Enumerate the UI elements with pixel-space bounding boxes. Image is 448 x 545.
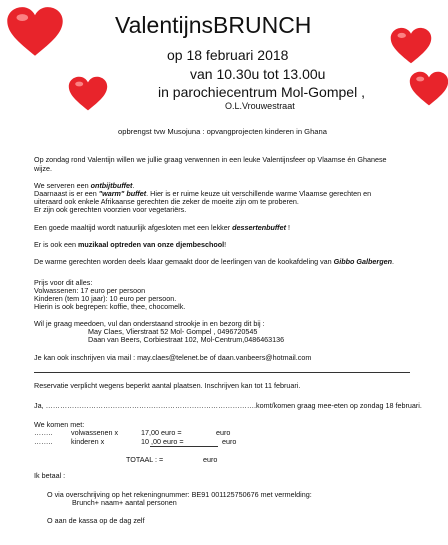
text: Daarnaast is er een xyxy=(34,189,99,198)
adults-price: 17,00 euro = xyxy=(141,428,182,437)
buffet-line-4: Er zijn ook gerechten voorzien voor vegetariërs. xyxy=(34,205,187,214)
prices-heading: Prijs voor dit alles: xyxy=(34,278,93,287)
buffet-line-3: uiteraard ook enkele Afrikaanse gerechten die zeker de moeite zijn om te proberen. xyxy=(34,197,299,206)
text: komt/komen graag mee-eten op zondag 18 februari. xyxy=(256,401,422,410)
intro-line-2: wijze. xyxy=(34,164,52,173)
kids-row xyxy=(34,437,52,446)
event-date: op 18 februari 2018 xyxy=(167,47,289,63)
event-time: van 10.30u tot 13.00u xyxy=(190,66,326,82)
pay-option-transfer[interactable]: O via overschrijving op het rekeningnummer: BE91 001125750676 met vermelding: xyxy=(47,490,312,499)
contact-2: Daan van Beers, Corbiestraat 102, Mol-Centrum,0486463136 xyxy=(88,335,285,344)
contact-1: May Claes, Vlierstraat 52 Mol- Gompel , 0496720545 xyxy=(88,327,258,336)
adults-row xyxy=(34,428,52,437)
text: muzikaal optreden van onze djembeschool xyxy=(77,240,225,249)
prices-kids: Kinderen (tem 10 jaar): 10 euro per persoon. xyxy=(34,294,177,303)
pay-option-cash[interactable]: O aan de kassa op de dag zelf xyxy=(47,516,145,525)
intro-line-1: Op zondag rond Valentijn willen we jullie graag verwennen in een leuke Valentijnsfeer op Vlaamse én Ghanese xyxy=(34,155,387,164)
text: dessertenbuffet xyxy=(232,223,286,232)
text: Er is ook een xyxy=(34,240,78,249)
reservation-line: Reservatie verplicht wegens beperkt aantal plaatsen. Inschrijven kan tot 11 februari. xyxy=(34,381,301,390)
page-title: ValentijnsBRUNCH xyxy=(115,12,312,38)
text: . xyxy=(391,257,394,266)
heart-icon xyxy=(409,71,448,107)
pay-heading: Ik betaal : xyxy=(34,471,66,480)
text: Gibbo Galbergen xyxy=(333,257,392,266)
text: ! xyxy=(224,240,227,249)
register-line: Wil je graag meedoen, vul dan onderstaand strookje in en bezorg dit bij : xyxy=(34,319,265,328)
ja-line xyxy=(34,401,422,410)
text: We serveren een xyxy=(34,181,91,190)
we-come-heading: We komen met: xyxy=(34,420,85,429)
heart-icon xyxy=(6,6,64,58)
kids-count-field[interactable]: …….. xyxy=(34,437,53,446)
text: . xyxy=(132,181,135,190)
kids-unit: euro xyxy=(222,437,237,446)
proceeds-line: opbrengst tvw Musojuna : opvangprojecten kinderen in Ghana xyxy=(118,127,327,136)
adults-label: volwassenen x xyxy=(71,428,119,437)
text: "warm" buffet xyxy=(98,189,147,198)
total-label: TOTAAL : = xyxy=(126,455,164,464)
text: . Hier is er ruime keuze uit verschillende warme Vlaamse gerechten en xyxy=(146,189,372,198)
heart-icon xyxy=(68,76,108,112)
total-unit: euro xyxy=(203,455,218,464)
event-street: O.L.Vrouwestraat xyxy=(225,101,295,111)
text: ontbijtbuffet xyxy=(90,181,133,190)
text: ! xyxy=(285,223,290,232)
prices-included: Hierin is ook begrepen: koffie, thee, chocomelk. xyxy=(34,302,186,311)
text: Een goede maaltijd wordt natuurlijk afgesloten met een lekker xyxy=(34,223,233,232)
adults-count-field[interactable]: …….. xyxy=(34,428,53,437)
event-venue: in parochiecentrum Mol-Gompel , xyxy=(158,84,365,100)
text: De warme gerechten worden deels klaar gemaakt door de leerlingen van de kookafdeling van xyxy=(34,257,334,266)
dessert-line xyxy=(34,223,290,232)
music-line xyxy=(34,240,226,249)
prices-adults: Volwassenen: 17 euro per persoon xyxy=(34,286,146,295)
adults-unit: euro xyxy=(216,428,231,437)
cooks-line xyxy=(34,257,394,266)
kids-price: 10 ,00 euro = xyxy=(141,437,184,446)
divider xyxy=(34,372,410,373)
pay-transfer-note: Brunch+ naam+ aantal personen xyxy=(72,498,177,507)
mail-line: Je kan ook inschrijven via mail : may.claes@telenet.be of daan.vanbeers@hotmail.com xyxy=(34,353,312,362)
heart-icon xyxy=(389,27,433,65)
kids-label: kinderen x xyxy=(71,437,105,446)
name-field[interactable]: Ja, ……………………………………………………………………………. xyxy=(34,401,257,410)
sum-line xyxy=(150,446,218,447)
